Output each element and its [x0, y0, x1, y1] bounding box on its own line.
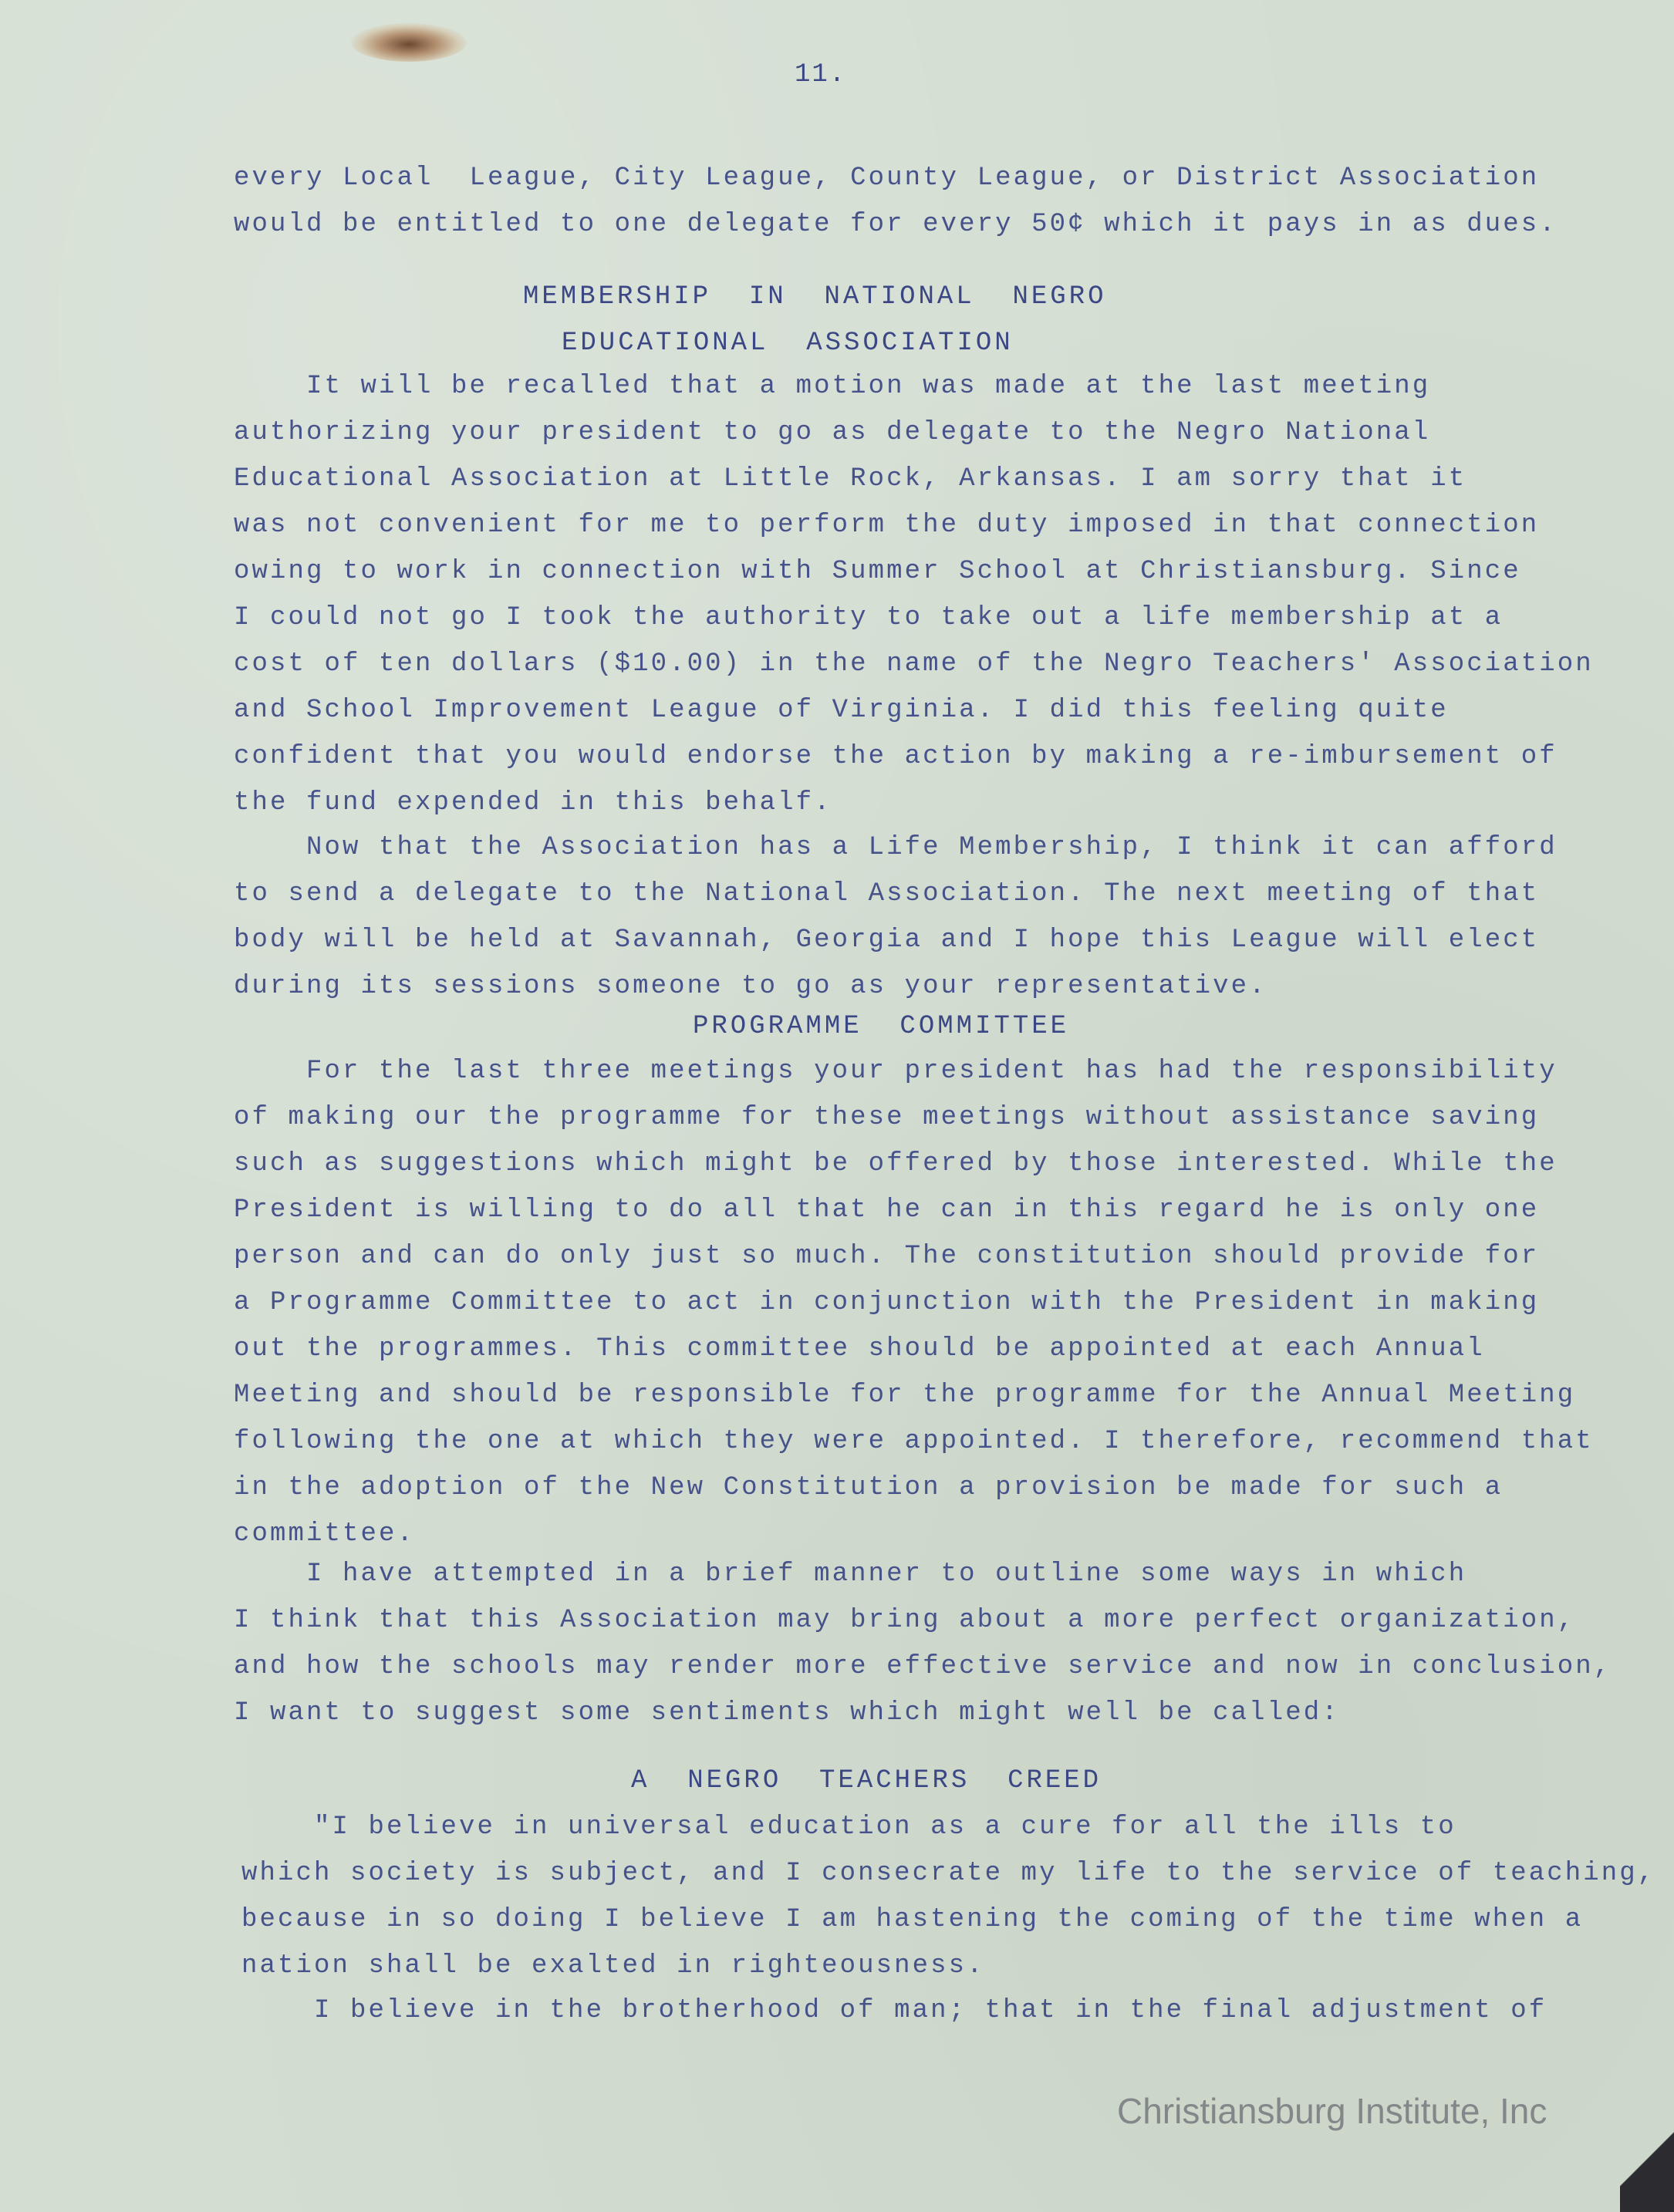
- watermark: Christiansburg Institute, Inc: [1117, 2091, 1547, 2131]
- section-heading-membership: MEMBERSHIP IN NATIONAL NEGRO: [523, 282, 1107, 312]
- text-line: cost of ten dollars ($10.00) in the name of the Negro Teachers' Association: [234, 649, 1594, 679]
- text-line: to send a delegate to the National Association. The next meeting of that: [234, 879, 1540, 909]
- text-line: during its sessions someone to go as your representative.: [234, 972, 1267, 1001]
- text-line: confident that you would endorse the action by making a re-imbursement of: [234, 742, 1558, 771]
- text-line: I want to suggest some sentiments which might well be called:: [234, 1698, 1340, 1728]
- text-line: I believe in the brotherhood of man; that in the final adjustment of: [241, 1996, 1547, 2025]
- text-line: and how the schools may render more effective service and now in conclusion,: [234, 1652, 1612, 1681]
- text-line: I think that this Association may bring about a more perfect organization,: [234, 1606, 1576, 1635]
- section-heading-creed: A NEGRO TEACHERS CREED: [631, 1766, 1102, 1796]
- text-line: in the adoption of the New Constitution a provision be made for such a: [234, 1473, 1504, 1502]
- text-line: President is willing to do all that he can in this regard he is only one: [234, 1195, 1540, 1225]
- section-heading-membership-2: EDUCATIONAL ASSOCIATION: [562, 329, 1014, 358]
- text-line: such as suggestions which might be offered by those interested. While the: [234, 1149, 1558, 1178]
- text-line: Now that the Association has a Life Membership, I think it can afford: [234, 833, 1558, 862]
- text-line: person and can do only just so much. The constitution should provide for: [234, 1242, 1540, 1271]
- text-line: was not convenient for me to perform the duty imposed in that connection: [234, 511, 1540, 540]
- text-line: of making our the programme for these meetings without assistance saving: [234, 1103, 1540, 1132]
- page-number: 11.: [795, 60, 847, 89]
- section-heading-programme: PROGRAMME COMMITTEE: [693, 1012, 1070, 1041]
- text-line: nation shall be exalted in righteousness.: [241, 1951, 985, 1981]
- text-line: For the last three meetings your president has had the responsibility: [234, 1057, 1558, 1086]
- text-line: body will be held at Savannah, Georgia and I hope this League will elect: [234, 926, 1540, 955]
- text-line: It will be recalled that a motion was made at the last meeting: [234, 372, 1431, 401]
- page-corner-shadow: [1620, 2119, 1674, 2212]
- text-line: owing to work in connection with Summer School at Christiansburg. Since: [234, 557, 1521, 586]
- text-line: "I believe in universal education as a cure for all the ills to: [241, 1812, 1456, 1842]
- text-line: the fund expended in this behalf.: [234, 788, 832, 818]
- text-line: I have attempted in a brief manner to outline some ways in which: [234, 1560, 1467, 1589]
- text-line: and School Improvement League of Virginia. I did this feeling quite: [234, 696, 1449, 725]
- text-line: because in so doing I believe I am hastening the coming of the time when a: [241, 1905, 1584, 1934]
- text-line: following the one at which they were appointed. I therefore, recommend that: [234, 1427, 1594, 1456]
- text-line: which society is subject, and I consecrate my life to the service of teaching,: [241, 1859, 1656, 1888]
- rust-stain: [351, 23, 467, 62]
- text-line: Meeting and should be responsible for the programme for the Annual Meeting: [234, 1381, 1576, 1410]
- text-line: would be entitled to one delegate for every 50¢ which it pays in as dues.: [234, 210, 1558, 239]
- text-line: authorizing your president to go as delegate to the Negro National: [234, 418, 1431, 447]
- text-line: I could not go I took the authority to take out a life membership at a: [234, 603, 1504, 632]
- text-line: committee.: [234, 1519, 416, 1549]
- text-line: Educational Association at Little Rock, Arkansas. I am sorry that it: [234, 464, 1467, 494]
- text-line: out the programmes. This committee should be appointed at each Annual: [234, 1334, 1485, 1364]
- text-line: every Local League, City League, County League, or District Association: [234, 164, 1540, 193]
- text-line: a Programme Committee to act in conjunction with the President in making: [234, 1288, 1540, 1317]
